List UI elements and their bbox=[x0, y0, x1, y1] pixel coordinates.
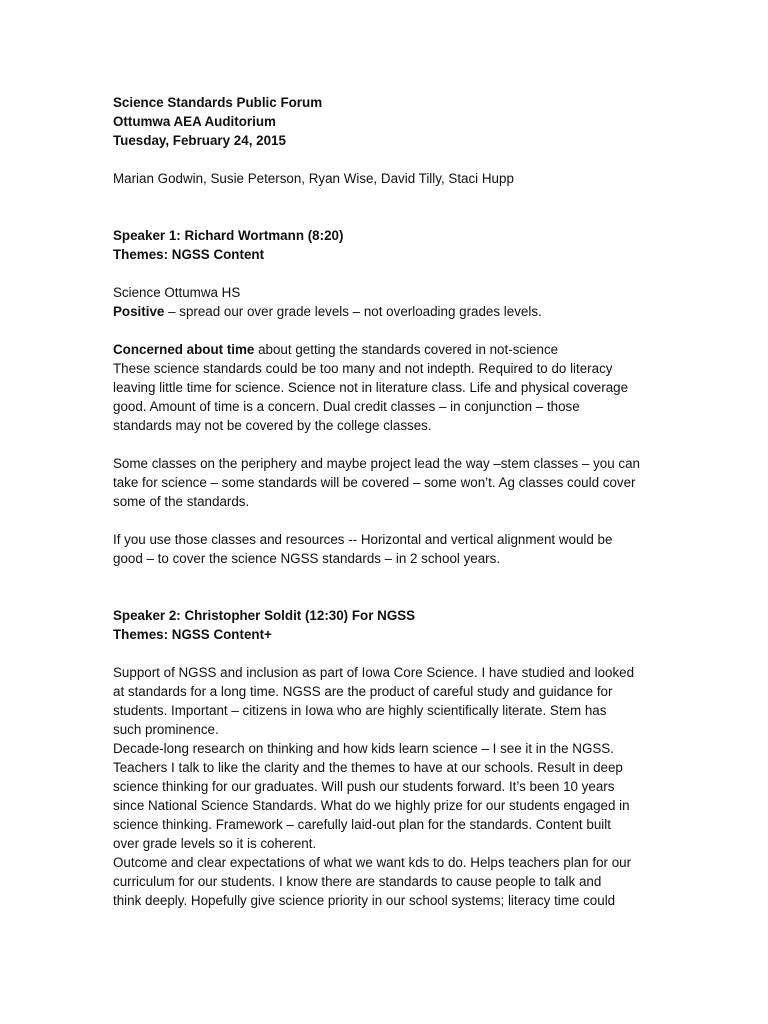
doc-date: Tuesday, February 24, 2015 bbox=[113, 133, 286, 148]
paragraph-line: at standards for a long time. NGSS are the product of careful study and guidance for bbox=[113, 684, 613, 699]
doc-location: Ottumwa AEA Auditorium bbox=[113, 114, 276, 129]
paragraph-line: curriculum for our students. I know there are standards to cause people to talk and bbox=[113, 874, 602, 889]
concern-text: about getting the standards covered in not-science bbox=[254, 342, 559, 357]
speaker1-positive bbox=[113, 302, 673, 321]
paragraph-line: since National Science Standards. What do we highly prize for our students engaged in bbox=[113, 798, 630, 813]
paragraph-line: think deeply. Hopefully give science priority in our school systems; literacy time could bbox=[113, 893, 616, 908]
paragraph-line: Outcome and clear expectations of what we want kds to do. Helps teachers plan for our bbox=[113, 855, 632, 870]
positive-label: Positive bbox=[113, 304, 165, 319]
speaker2-themes: Themes: NGSS Content+ bbox=[113, 627, 272, 642]
speaker1-school: Science Ottumwa HS bbox=[113, 285, 241, 300]
paragraph-line: good. Amount of time is a concern. Dual credit classes – in conjunction – those bbox=[113, 399, 580, 414]
paragraph-line: Some classes on the periphery and maybe project lead the way –stem classes – you can bbox=[113, 456, 640, 471]
concern-label: Concerned about time bbox=[113, 342, 255, 357]
paragraph-line: science thinking. Framework – carefully laid-out plan for the standards. Content built bbox=[113, 817, 611, 832]
paragraph-line: science thinking for our graduates. Will push our students forward. It’s been 10 years bbox=[113, 779, 615, 794]
attendee-list: Marian Godwin, Susie Peterson, Ryan Wise, David Tilly, Staci Hupp bbox=[113, 171, 514, 186]
paragraph-line: such prominence. bbox=[113, 722, 219, 737]
paragraph-line: These science standards could be too many and not indepth. Required to do literacy bbox=[113, 361, 613, 376]
paragraph-line: If you use those classes and resources -- Horizontal and vertical alignment would be bbox=[113, 532, 613, 547]
speaker1-heading: Speaker 1: Richard Wortmann (8:20) bbox=[113, 228, 344, 243]
paragraph-line: some of the standards. bbox=[113, 494, 250, 509]
paragraph-line: standards may not be covered by the college classes. bbox=[113, 418, 432, 433]
paragraph-line: Support of NGSS and inclusion as part of Iowa Core Science. I have studied and looked bbox=[113, 665, 635, 680]
paragraph-line: good – to cover the science NGSS standards – in 2 school years. bbox=[113, 551, 501, 566]
paragraph-line: leaving little time for science. Science not in literature class. Life and physical coverage bbox=[113, 380, 629, 395]
paragraph-line: take for science – some standards will be covered – some won’t. Ag classes could cover bbox=[113, 475, 636, 490]
paragraph-line: over grade levels so it is coherent. bbox=[113, 836, 317, 851]
speaker1-themes: Themes: NGSS Content bbox=[113, 247, 265, 262]
speaker2-heading: Speaker 2: Christopher Soldit (12:30) For NGSS bbox=[113, 608, 416, 623]
positive-text: – spread our over grade levels – not overloading grades levels. bbox=[164, 304, 542, 319]
paragraph-line: students. Important – citizens in Iowa who are highly scientifically literate. Stem has bbox=[113, 703, 607, 718]
speaker1-concern bbox=[113, 340, 673, 359]
paragraph-line: Decade-long research on thinking and how kids learn science – I see it in the NGSS. bbox=[113, 741, 614, 756]
doc-title: Science Standards Public Forum bbox=[113, 95, 323, 110]
paragraph-line: Teachers I talk to like the clarity and the themes to have at our schools. Result in deep bbox=[113, 760, 623, 775]
document-body bbox=[113, 93, 673, 910]
